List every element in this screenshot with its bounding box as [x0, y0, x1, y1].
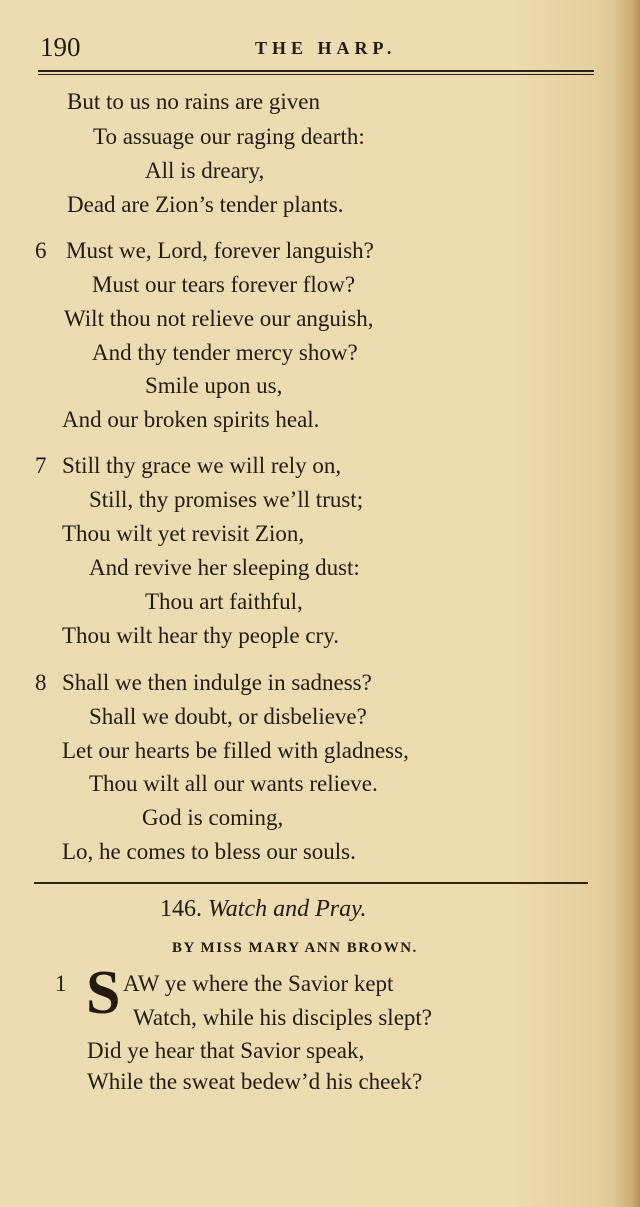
stanza-number: 6	[35, 238, 47, 263]
verse-line: Shall we doubt, or disbelieve?	[89, 704, 367, 729]
verse-line: Thou wilt hear thy people cry.	[62, 623, 339, 648]
verse-line: All is dreary,	[145, 158, 265, 183]
hymn-title	[160, 896, 366, 923]
verse-line: Let our hearts be filled with gladness,	[62, 738, 409, 763]
verse-line: But to us no rains are given	[67, 89, 320, 114]
verse-line: Shall we then indulge in sadness?	[62, 670, 372, 695]
stanza-number: 7	[35, 453, 47, 478]
verse-line: And thy tender mercy show?	[92, 340, 358, 365]
verse-line: And our broken spirits heal.	[62, 407, 320, 432]
hymn-author: BY MISS MARY ANN BROWN.	[172, 940, 418, 956]
header-rule-thin	[38, 74, 594, 75]
verse-line: To assuage our raging dearth:	[93, 124, 365, 149]
verse-line: Still, thy promises we’ll trust;	[89, 487, 364, 512]
hymn-title-text: Watch and Pray.	[208, 896, 367, 922]
verse-line: Did ye hear that Savior speak,	[87, 1038, 365, 1063]
verse-line: Still thy grace we will rely on,	[62, 453, 342, 478]
page-edge-shadow	[614, 0, 640, 1207]
verse-line: Lo, he comes to bless our souls.	[62, 839, 356, 864]
header-rule	[38, 70, 594, 72]
page-number: 190	[40, 32, 81, 62]
verse-line: Smile upon us,	[145, 373, 283, 398]
verse-line: While the sweat bedew’d his cheek?	[87, 1069, 423, 1094]
drop-cap-letter: S	[86, 959, 121, 1027]
verse-line: Dead are Zion’s tender plants.	[67, 192, 344, 217]
verse-line: Watch, while his disciples slept?	[133, 1005, 432, 1030]
verse-line: Thou wilt yet revisit Zion,	[62, 521, 305, 546]
stanza-number: 1	[55, 971, 67, 996]
stanza-number: 8	[35, 670, 47, 695]
running-title: THE HARP.	[255, 38, 397, 58]
hymn-number: 146.	[160, 896, 202, 922]
verse-line: Must we, Lord, forever languish?	[66, 238, 374, 263]
verse-line: And revive her sleeping dust:	[89, 555, 360, 580]
verse-line: Thou wilt all our wants relieve.	[89, 771, 378, 796]
verse-line: AW ye where the Savior kept	[123, 971, 394, 996]
section-divider	[34, 882, 588, 884]
page-header	[40, 32, 600, 72]
verse-line: Wilt thou not relieve our anguish,	[64, 306, 374, 331]
verse-line: God is coming,	[142, 805, 284, 830]
verse-line: Thou art faithful,	[145, 589, 303, 614]
verse-line: Must our tears forever flow?	[92, 272, 356, 297]
